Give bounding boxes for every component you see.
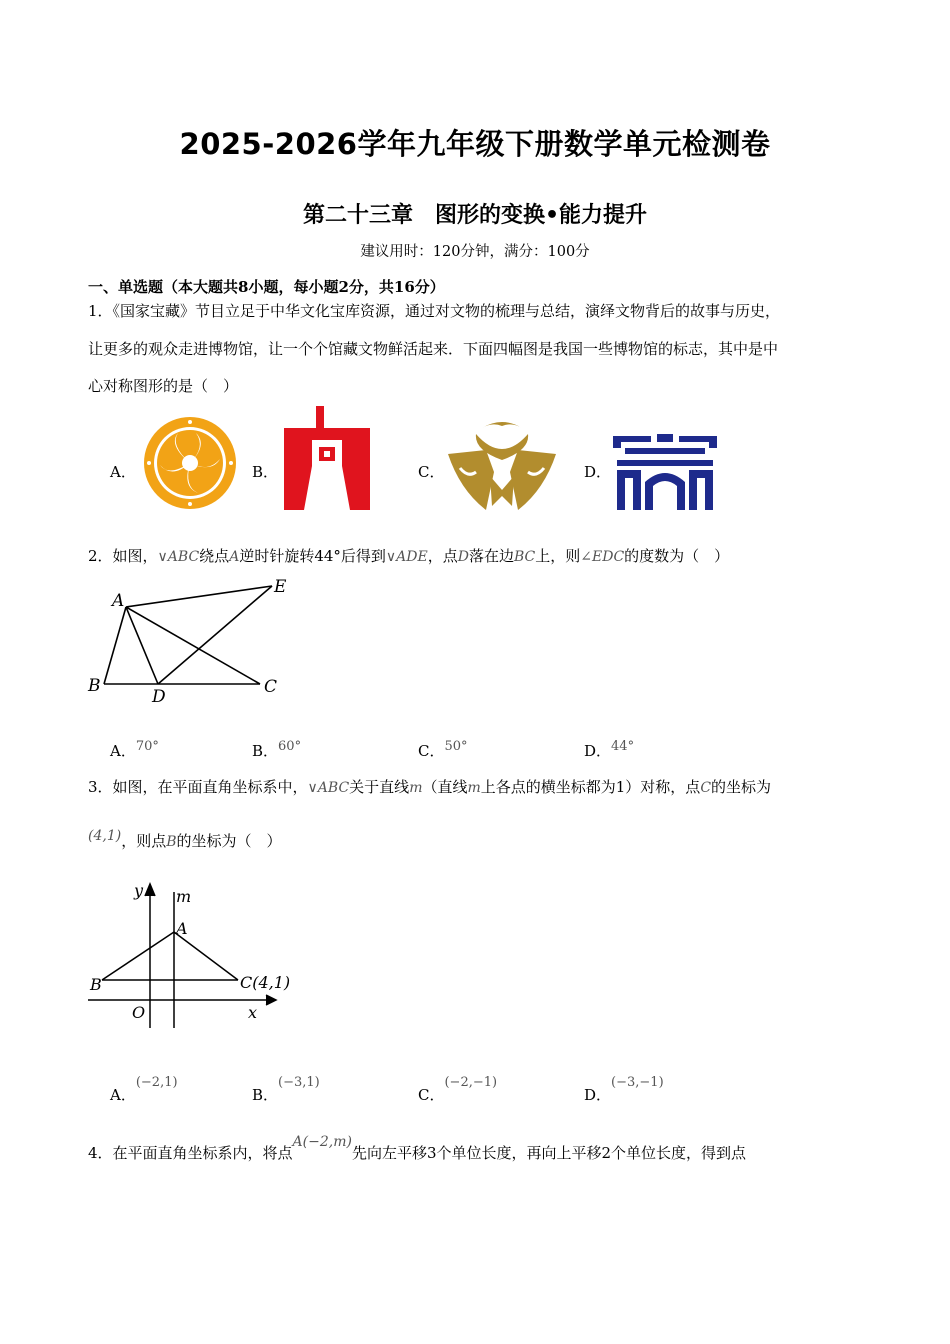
q2-option-b-label: B． — [252, 742, 279, 760]
q3-coordinate-figure — [84, 880, 294, 1030]
q2-option-c-label: C． — [418, 742, 445, 760]
q1-option-c-label: C． — [418, 463, 445, 481]
q3-math-triangle-abc: ∨ABC — [307, 780, 350, 796]
q2-option-a-label: A． — [110, 742, 136, 760]
q1-option-a-label: A． — [110, 463, 136, 481]
q3-math-line-m-2: m — [467, 780, 481, 796]
q3-label-o: O — [132, 1003, 146, 1022]
q2-text-2: 绕点 — [199, 547, 230, 565]
q3-option-c-label: C． — [418, 1086, 445, 1104]
q2-label-e: E — [274, 577, 287, 597]
q4-math-point-a: A(−2,m) — [292, 1134, 352, 1150]
q2-math-point-a: A — [229, 549, 240, 565]
q3-option-b-value: (−3,1) — [278, 1075, 320, 1090]
q3-label-y: y — [134, 881, 144, 900]
q1-option-d-label: D． — [584, 463, 612, 481]
exam-meta: 建议用时：120分钟，满分：100分 — [360, 244, 590, 260]
q3-stem-line1 — [88, 776, 771, 797]
q1-line2: 让更多的观众走进博物馆，让一个个馆藏文物鲜活起来．下面四幅图是我国一些博物馆的标志，其中是中 — [88, 340, 779, 358]
q1-line3: 心对称图形的是（ ） — [88, 377, 239, 395]
q4-stem — [88, 1130, 747, 1162]
q2-stem — [88, 545, 729, 566]
q2-option-c[interactable] — [418, 740, 468, 761]
sun-bird-logo — [138, 415, 242, 511]
q3-text-3: （直线 — [422, 778, 468, 796]
q2-math-side-bc: BC — [513, 549, 536, 565]
q2-label-d: D — [152, 687, 166, 704]
q3-text-6: ，则点 — [121, 832, 167, 850]
q3-label-m: m — [176, 887, 192, 906]
q3-text-2: 关于直线 — [349, 778, 410, 796]
q2-option-a[interactable] — [110, 740, 159, 761]
q2-text-6: 上，则 — [535, 547, 581, 565]
q2-option-c-value: 50° — [444, 739, 468, 754]
q2-option-d[interactable] — [584, 740, 634, 761]
q3-text-4: 上各点的横坐标都为1）对称，点 — [480, 778, 701, 796]
q4-text-2: 先向左平移3个单位长度，再向上平移2个单位长度，得到点 — [351, 1144, 747, 1162]
q2-text-5: 落在边 — [468, 547, 514, 565]
q3-text-5: 的坐标为 — [711, 778, 772, 796]
q3-math-line-m: m — [409, 780, 423, 796]
q2-option-d-value: 44° — [611, 739, 635, 754]
q2-text-7: 的度数为（ ） — [624, 547, 730, 565]
q3-text-1: 3．如图，在平面直角坐标系中， — [88, 778, 308, 796]
q3-option-b-label: B． — [252, 1086, 279, 1104]
q3-label-c: C(4,1) — [240, 973, 291, 992]
q1-option-b-label: B． — [252, 463, 279, 481]
q3-option-b[interactable] — [252, 1070, 320, 1104]
q2-option-b-value: 60° — [278, 739, 302, 754]
q3-label-b: B — [90, 975, 102, 994]
q3-text-7: 的坐标为（ ） — [176, 832, 282, 850]
q3-math-coord-c: (4,1) — [88, 828, 122, 844]
chapter-subtitle: 第二十三章 图形的变换•能力提升 — [302, 203, 648, 228]
q2-math-point-d: D — [457, 549, 469, 565]
q3-stem-line2 — [88, 830, 282, 851]
q4-text-1: 4．在平面直角坐标系内，将点 — [88, 1144, 293, 1162]
q3-option-a-label: A． — [110, 1086, 136, 1104]
q2-label-b: B — [88, 676, 101, 696]
q2-text-4: ，点 — [427, 547, 458, 565]
q2-math-angle-edc: ∠EDC — [580, 549, 625, 565]
q3-option-a-value: (−2,1) — [135, 1075, 178, 1090]
q3-option-d-label: D． — [584, 1086, 612, 1104]
q2-label-a: A — [112, 591, 125, 611]
page-title: 2025-2026学年九年级下册数学单元检测卷 — [179, 127, 771, 161]
q2-option-d-label: D． — [584, 742, 612, 760]
q3-option-c[interactable] — [418, 1070, 498, 1104]
blue-gate-logo — [611, 432, 719, 512]
q3-label-x: x — [248, 1003, 258, 1022]
q3-label-a: A — [176, 919, 188, 938]
section-heading: 一、单选题（本大题共8小题，每小题2分，共16分） — [88, 278, 445, 296]
q2-label-c: C — [264, 677, 278, 697]
q3-math-point-b: B — [166, 834, 177, 850]
gold-figure-logo — [446, 420, 558, 512]
q3-option-c-value: (−2,−1) — [444, 1075, 498, 1090]
q3-option-a[interactable] — [110, 1070, 178, 1104]
q2-math-triangle-ade: ∨ADE — [385, 549, 428, 565]
q3-option-d[interactable] — [584, 1070, 664, 1104]
red-coin-logo — [280, 406, 374, 512]
q2-text-3: 逆时针旋转44°后得到 — [239, 547, 386, 565]
q2-option-b[interactable] — [252, 740, 301, 761]
q2-rotation-figure — [84, 574, 294, 704]
q2-text-1: 2．如图， — [88, 547, 158, 565]
q2-math-triangle-abc: ∨ABC — [157, 549, 200, 565]
q1-line1: 1．《国家宝藏》节目立足于中华文化宝库资源，通过对文物的梳理与总结，演绎文物背后的故事与历史， — [88, 302, 781, 320]
q2-option-a-value: 70° — [135, 739, 159, 754]
q3-option-d-value: (−3,−1) — [611, 1075, 664, 1090]
q3-math-point-c: C — [700, 780, 712, 796]
